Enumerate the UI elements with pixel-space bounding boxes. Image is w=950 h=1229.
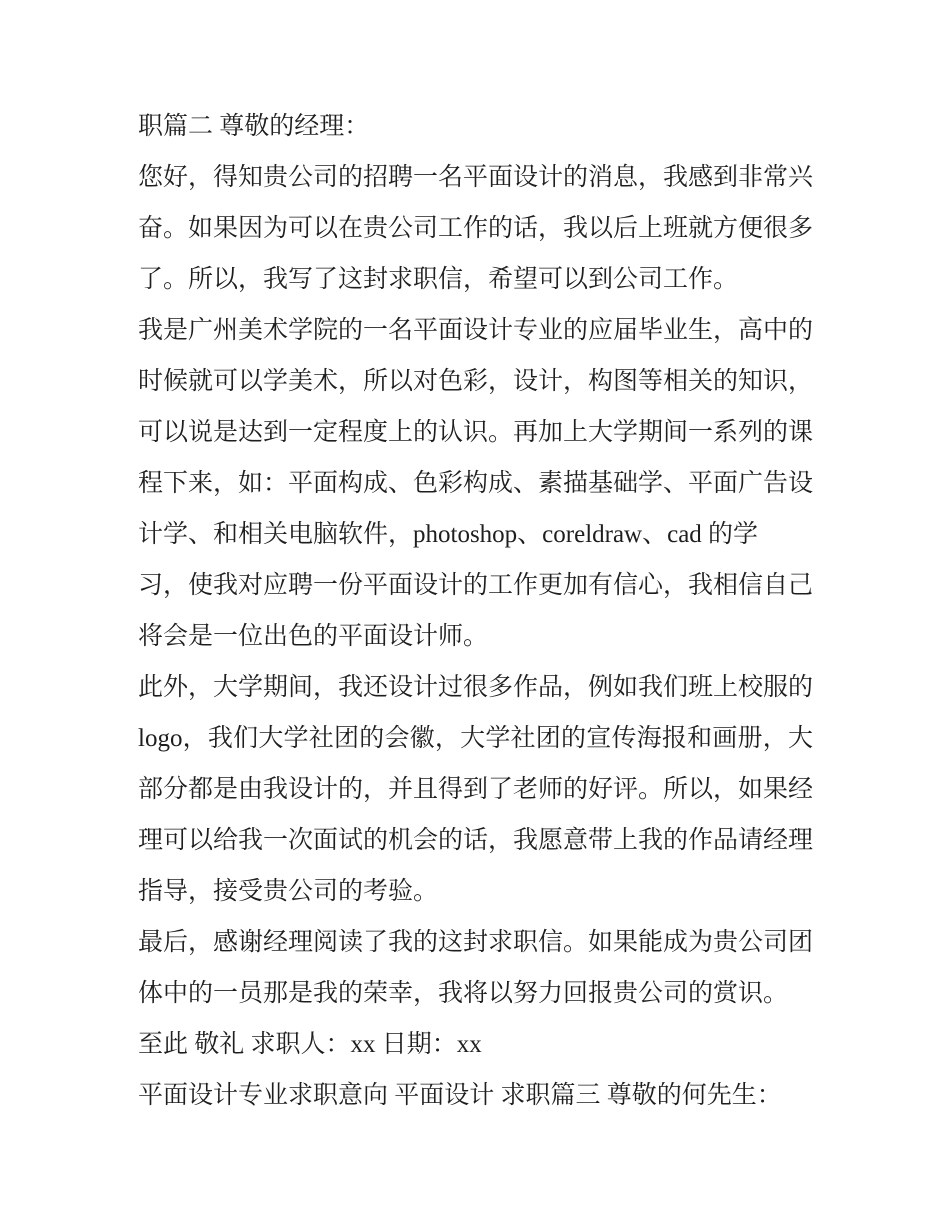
text-line-15: 理可以给我一次面试的机会的话，我愿意带上我的作品请经理 bbox=[138, 827, 814, 854]
text-line-1: 职篇二 尊敬的经理： bbox=[138, 113, 370, 140]
text-line-5: 我是广州美术学院的一名平面设计专业的应届毕业生，高中的 bbox=[138, 317, 814, 344]
text-block bbox=[138, 101, 813, 1121]
text-line-18: 体中的一员那是我的荣幸，我将以努力回报贵公司的赏识。 bbox=[138, 980, 789, 1007]
text-line-2: 您好，得知贵公司的招聘一名平面设计的消息，我感到非常兴 bbox=[138, 164, 814, 191]
text-line-13: logo，我们大学社团的会徽，大学社团的宣传海报和画册，大 bbox=[138, 725, 813, 752]
text-line-12: 此外，大学期间，我还设计过很多作品，例如我们班上校服的 bbox=[138, 674, 814, 701]
text-line-17: 最后，感谢经理阅读了我的这封求职信。如果能成为贵公司团 bbox=[138, 929, 814, 956]
text-line-7: 可以说是达到一定程度上的认识。再加上大学期间一系列的课 bbox=[138, 419, 814, 446]
text-line-6: 时候就可以学美术，所以对色彩，设计，构图等相关的知识， bbox=[138, 368, 814, 395]
text-line-11: 将会是一位出色的平面设计师。 bbox=[138, 623, 489, 650]
text-line-8: 程下来，如：平面构成、色彩构成、素描基础学、平面广告设 bbox=[138, 470, 814, 497]
text-line-16: 指导，接受贵公司的考验。 bbox=[138, 878, 439, 905]
text-line-4: 了。所以，我写了这封求职信，希望可以到公司工作。 bbox=[138, 266, 739, 293]
text-line-14: 部分都是由我设计的，并且得到了老师的好评。所以，如果经 bbox=[138, 776, 814, 803]
text-line-3: 奋。如果因为可以在贵公司工作的话，我以后上班就方便很多 bbox=[138, 215, 814, 242]
text-line-19: 至此 敬礼 求职人：xx 日期：xx bbox=[138, 1031, 482, 1058]
text-line-10: 习，使我对应聘一份平面设计的工作更加有信心，我相信自己 bbox=[138, 572, 814, 599]
text-line-20: 平面设计专业求职意向 平面设计 求职篇三 尊敬的何先生： bbox=[138, 1082, 782, 1109]
text-line-9: 计学、和相关电脑软件，photoshop、coreldraw、cad 的学 bbox=[138, 521, 759, 548]
